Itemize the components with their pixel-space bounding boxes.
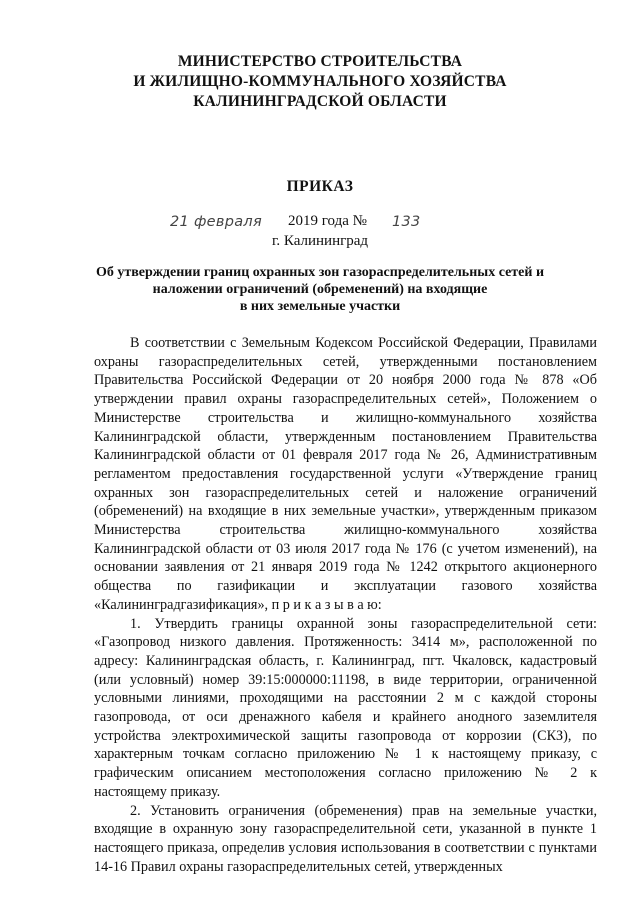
city: г. Калининград bbox=[271, 233, 369, 249]
order-subject bbox=[0, 264, 640, 315]
subject-line-3: в них земельные участки bbox=[239, 299, 401, 314]
handwritten-date: 21 февраля bbox=[170, 214, 263, 230]
preamble-paragraph: В соответствии с Земельным Кодексом Российской Федерации, Правилами охраны газораспределительных сетей, утвержденными постановлением Правительства Российской Федерации от 20 ноября 2000 года № 878 «Об утверждении правил охраны газораспределительных сетей», Положением о Министерстве строительства и жилищно-коммунального хозяйства Калининградской области, утвержденным постановлением Правительства Калининградской области от 01 февраля 2017 года № 26, Административным регламентом предоставления государственной услуги «Утверждение границ охранных зон газораспределительных сетей и наложение ограничений (обременений) на входящие в них земельные участки», утвержденным приказом Министерства строительства жилищно-коммунального хозяйства Калининградской области от 03 июля 2017 года № 176 (с учетом изменений), на основании заявления от 21 января 2019 года № 1242 открытого акционерного общества по газификации и эксплуатации газового хозяйства «Калининградгазификация», п р и к а з ы в а ю: bbox=[94, 335, 597, 613]
handwritten-order-number: 133 bbox=[392, 214, 421, 230]
year-and-number-label: 2019 года № bbox=[288, 213, 367, 229]
subject-line-2: наложении ограничений (обременений) на входящие bbox=[152, 282, 488, 297]
clause-2-paragraph: 2. Установить ограничения (обременения) прав на земельные участки, входящие в охранную зону газораспределительной сети, указанной в пункте 1 настоящего приказа, определив условия использования в соответствии с пунктами 14-16 Правил охраны газораспределительных сетей, утвержденных bbox=[94, 802, 597, 875]
order-body bbox=[94, 334, 597, 876]
date-number-line bbox=[170, 213, 490, 235]
clause-1-paragraph: 1. Утвердить границы охранной зоны газораспределительной сети: «Газопровод низкого давления. Протяженность: 3414 м», расположенной по адресу: Калининградская область, г. Калининград, пгт. Чкаловск, кадастровый (или условный) номер 39:15:000000:11198, в виде территории, ограниченной условными линиями, проходящими на расстоянии 2 м с каждой стороны газопровода, от оси дренажного кабеля и крайнего анодного заземлителя устройства электрохимической защиты газопровода от коррозии (СКЗ), по характерным точкам согласно приложению № 1 к настоящему приказу, с графическим описанием местоположения согласно приложению № 2 к настоящему приказу. bbox=[94, 615, 597, 800]
header-line-2: И ЖИЛИЩНО-КОММУНАЛЬНОГО ХОЗЯЙСТВА bbox=[133, 73, 507, 90]
subject-line-1: Об утверждении границ охранных зон газораспределительных сетей и bbox=[95, 265, 545, 280]
document-type: ПРИКАЗ bbox=[286, 178, 354, 195]
header-line-3: КАЛИНИНГРАДСКОЙ ОБЛАСТИ bbox=[193, 93, 447, 110]
header-line-1: МИНИСТЕРСТВО СТРОИТЕЛЬСТВА bbox=[177, 53, 463, 70]
ministry-header bbox=[0, 52, 640, 112]
